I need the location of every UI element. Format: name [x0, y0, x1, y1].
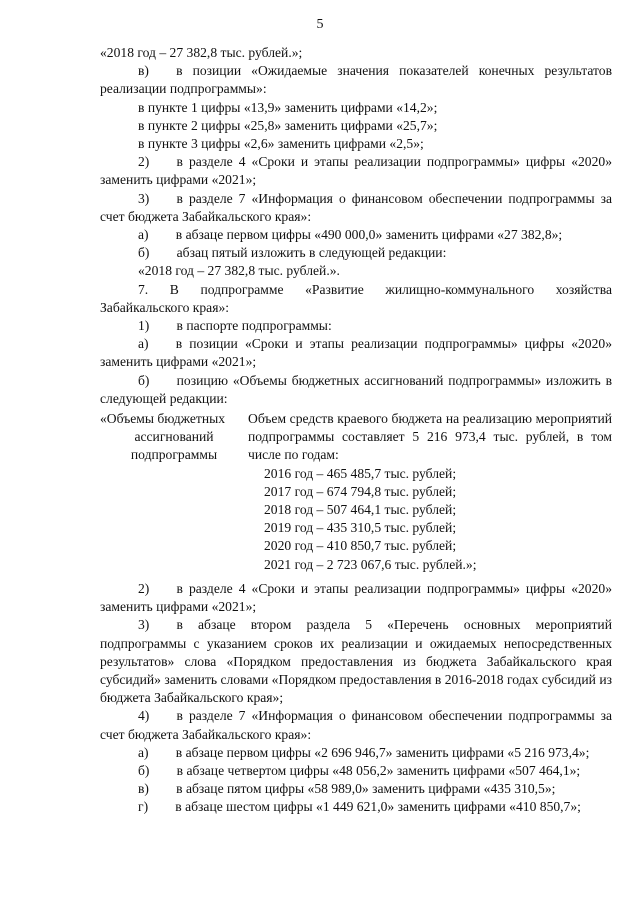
year-line: 2018 год – 507 464,1 тыс. рублей;: [264, 502, 457, 518]
paragraph: б) абзац пятый изложить в следующей редакции:: [138, 245, 447, 261]
table-label-line: ассигнований: [134, 429, 214, 445]
year-line: 2020 год – 410 850,7 тыс. рублей;: [264, 538, 457, 554]
document-body: [100, 44, 612, 817]
paragraph: 2) в разделе 4 «Сроки и этапы реализации подпрограммы» цифры «2020» заменить цифрами «2021»;: [100, 580, 612, 615]
table-value-text: Объем средств краевого бюджета на реализацию мероприятий подпрограммы составляет 5 216 973,4 тыс. рублей, в том числе по годам:: [248, 411, 612, 463]
paragraph: в пункте 3 цифры «2,6» заменить цифрами «2,5»;: [138, 136, 424, 152]
paragraph: в пункте 2 цифры «25,8» заменить цифрами «25,7»;: [138, 117, 438, 133]
budget-table-value-cell: [248, 410, 612, 574]
paragraph: в) в абзаце пятом цифры «58 989,0» заменить цифрами «435 310,5»;: [138, 781, 556, 797]
year-line: 2021 год – 2 723 067,6 тыс. рублей.»;: [264, 556, 477, 572]
paragraph: в пункте 1 цифры «13,9» заменить цифрами «14,2»;: [138, 99, 438, 115]
paragraph: 7. В подпрограмме «Развитие жилищно-коммунального хозяйства Забайкальского края»:: [100, 281, 612, 315]
paragraph: 1) в паспорте подпрограммы:: [138, 318, 332, 334]
paragraph: б) в абзаце четвертом цифры «48 056,2» заменить цифрами «507 464,1»;: [138, 762, 581, 778]
paragraph: 4) в разделе 7 «Информация о финансовом обеспечении подпрограммы за счет бюджета Забайкальского края»:: [100, 708, 612, 742]
paragraph: а) в абзаце первом цифры «2 696 946,7» заменить цифрами «5 216 973,4»;: [138, 744, 590, 760]
paragraph: 2) в разделе 4 «Сроки и этапы реализации подпрограммы» цифры «2020» заменить цифрами «2021»;: [100, 154, 612, 188]
paragraph: 3) в абзаце втором раздела 5 «Перечень основных мероприятий подпрограммы с указанием сроков их реализации и ожидаемых непосредственных результатов» слова «Порядком предоставления из бюджета Забайкальского края субсидий» заменить словами «Порядком предоставления в 2016-2018 годах субсидий из бюджета Забайкальского края»;: [100, 617, 612, 706]
year-line: 2016 год – 465 485,7 тыс. рублей;: [264, 465, 457, 481]
paragraph: г) в абзаце шестом цифры «1 449 621,0» заменить цифрами «410 850,7»;: [138, 799, 581, 815]
paragraph: а) в позиции «Сроки и этапы реализации подпрограммы» цифры «2020» заменить цифрами «2021»;: [100, 336, 612, 370]
year-list: [248, 465, 612, 574]
paragraph: «2018 год – 27 382,8 тыс. рублей.»;: [100, 45, 303, 60]
page-number: 5: [316, 17, 324, 32]
paragraph: 3) в разделе 7 «Информация о финансовом обеспечении подпрограммы за счет бюджета Забайкальского края»:: [100, 190, 612, 224]
paragraph: в) в позиции «Ожидаемые значения показателей конечных результатов реализации подпрограммы»:: [100, 63, 612, 97]
paragraph: б) позицию «Объемы бюджетных ассигнований подпрограммы» изложить в следующей редакции:: [100, 372, 612, 406]
table-label-line: подпрограммы: [130, 447, 218, 463]
paragraph: а) в абзаце первом цифры «490 000,0» заменить цифрами «27 382,8»;: [138, 227, 563, 243]
paragraph: «2018 год – 27 382,8 тыс. рублей.».: [138, 263, 340, 279]
year-line: 2019 год – 435 310,5 тыс. рублей;: [264, 520, 457, 536]
year-line: 2017 год – 674 794,8 тыс. рублей;: [264, 483, 457, 499]
budget-table-label-cell: [100, 410, 248, 574]
budget-table: [100, 410, 612, 574]
table-label-line: «Объемы бюджетных: [100, 411, 226, 427]
